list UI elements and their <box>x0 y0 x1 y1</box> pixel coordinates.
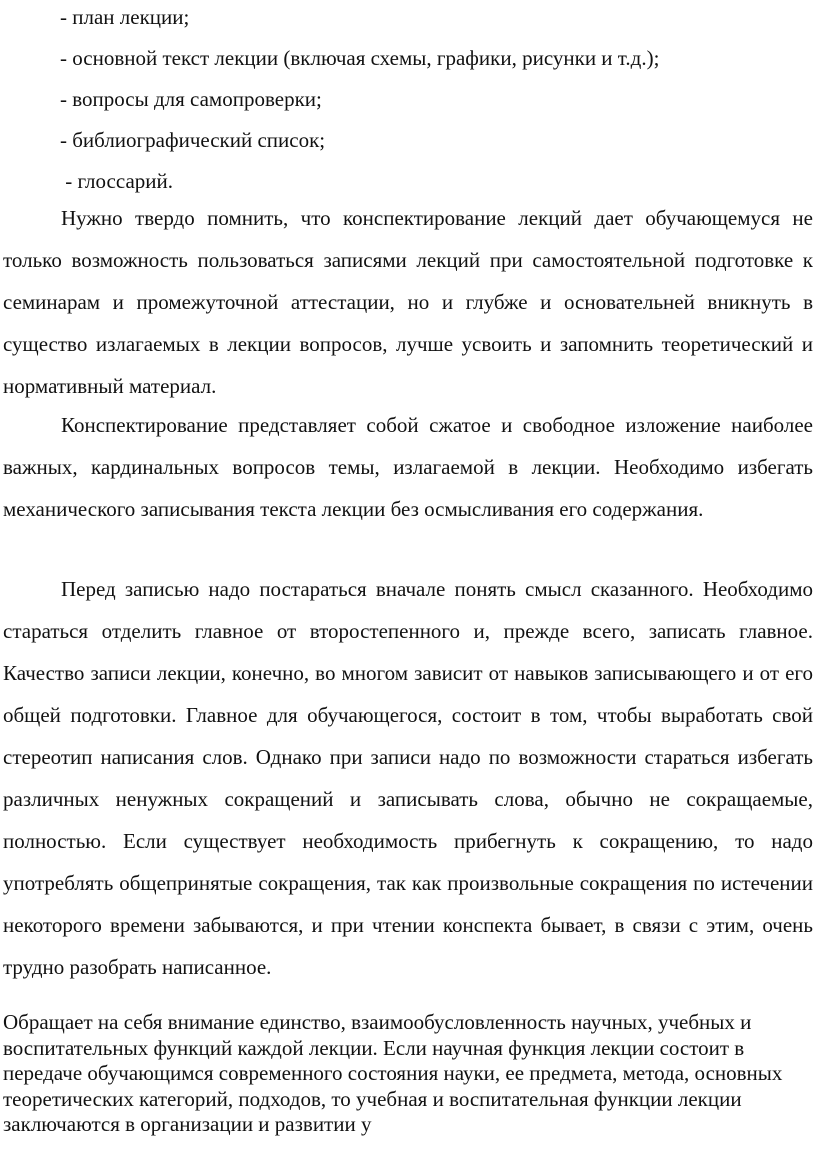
paragraph-note-taking-benefits: Нужно твердо помнить, что конспектирование лекций дает обучающемуся не только возможность пользоваться записями лекций при самостоятельной подготовке к семинарам и промежуточной аттестации, но и глубже и основательней вникнуть в существо излагаемых в лекции вопросов, лучше усвоить и запомнить теоретический и нормативный материал. <box>3 206 813 398</box>
paragraph-recording-advice: Перед записью надо постараться вначале понять смысл сказанного. Необходимо стараться отделить главное от второстепенного и, прежде всего, записать главное. Качество записи лекции, конечно, во многом зависит от навыков записывающего и от его общей подготовки. Главное для обучающегося, состоит в том, чтобы выработать свой стереотип написания слов. Однако при записи надо по возможности стараться избегать различных ненужных сокращений и записывать слова, обычно не сокращаемые, полностью. Если существует необходимость прибегнуть к сокращению, то надо употреблять общепринятые сокращения, так как произвольные сокращения по истечении некоторого времени забываются, и при чтении конспекта бывает, в связи с этим, очень трудно разобрать написанное. <box>3 577 813 979</box>
list-item-plan: - план лекции; <box>60 5 190 29</box>
paragraph-lecture-functions: Обращает на себя внимание единство, взаимообусловленность научных, учебных и воспитательных функций каждой лекции. Если научная функция лекции состоит в передаче обучающимся современного состояния науки, ее предмета, метода, основных теоретических категорий, подходов, то учебная и воспитательная функции лекции заключаются в организации и развитии у <box>3 1010 783 1136</box>
list-item-questions: - вопросы для самопроверки; <box>60 87 322 111</box>
list-item-main-text: - основной текст лекции (включая схемы, графики, рисунки и т.д.); <box>60 46 660 70</box>
paragraph-note-taking-definition: Конспектирование представляет собой сжатое и свободное изложение наиболее важных, кардинальных вопросов темы, излагаемой в лекции. Необходимо избегать механического записывания текста лекции без осмысливания его содержания. <box>3 413 813 521</box>
list-item-bibliography: - библиографический список; <box>60 128 326 152</box>
list-item-glossary: - глоссарий. <box>60 169 173 193</box>
